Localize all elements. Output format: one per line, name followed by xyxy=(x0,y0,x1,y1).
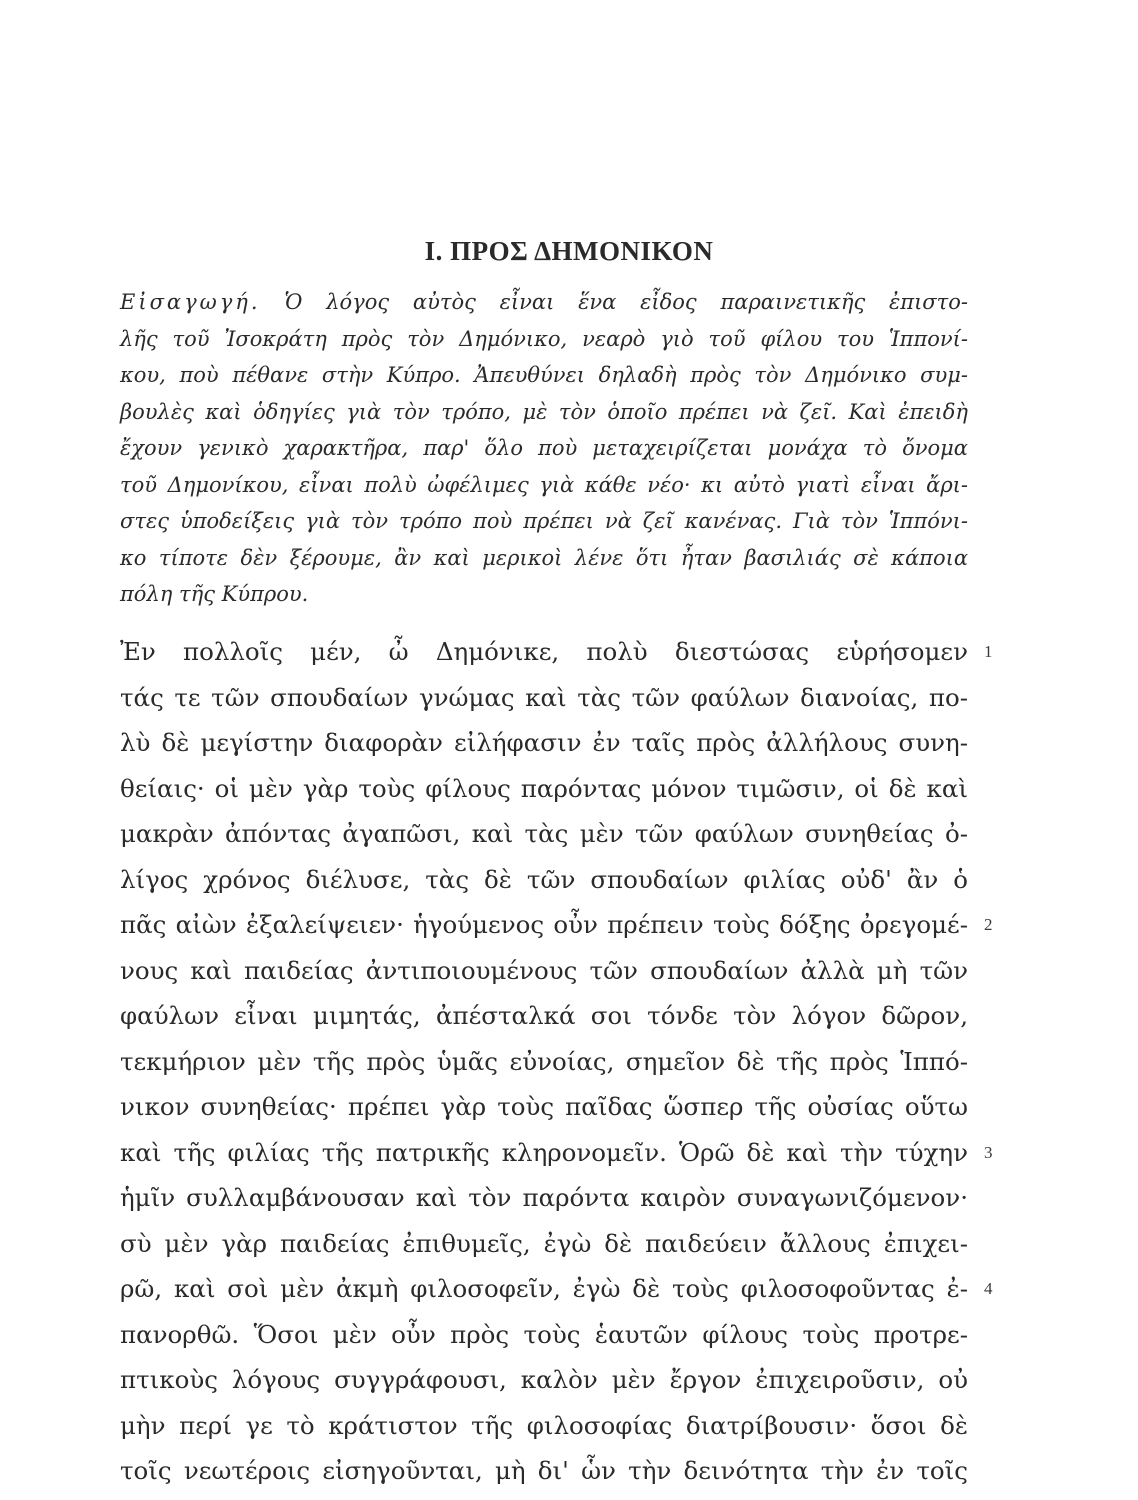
main-text-line-content: τεκμήριον μὲν τῆς πρὸς ὑμᾶς εὐνοίας, σημεῖον δὲ τῆς πρὸς Ἱππό- xyxy=(120,1046,968,1076)
intro-line: στες ὑποδείξεις γιὰ τὸν τρόπο ποὺ πρέπει νὰ ζεῖ κανένας. Γιὰ τὸν Ἱππόνι- xyxy=(120,509,968,533)
main-text-line-content: Ἐν πολλοῖς μέν, ὦ Δημόνικε, πολὺ διεστώσας εὑρήσομεν xyxy=(120,637,968,666)
main-text-line-content: πτικοὺς λόγους συγγράφουσι, καλὸν μὲν ἔργον ἐπιχειροῦσιν, οὐ xyxy=(120,1365,968,1394)
main-text-line xyxy=(120,1403,968,1449)
main-text-line xyxy=(120,675,968,721)
intro-line-text: Ὁ λόγος αὐτὸς εἶναι ἕνα εἶδος παραινετικῆς ἐπιστο- xyxy=(284,290,968,314)
intro-line: πόλη τῆς Κύπρου. xyxy=(120,582,309,606)
main-text-line-content: νικον συνηθείας· πρέπει γὰρ τοὺς παῖδας ὥσπερ τῆς οὐσίας οὕτω xyxy=(120,1092,968,1121)
main-text-line xyxy=(120,811,968,857)
intro-line: ἔχουν γενικὸ χαρακτῆρα, παρ' ὅλο ποὺ μεταχειρίζεται μονάχα τὸ ὄνομα xyxy=(120,436,968,460)
main-text-line-content: λὺ δὲ μεγίστην διαφορὰν εἰλήφασιν ἐν ταῖς πρὸς ἀλλήλους συνη- xyxy=(120,728,968,757)
main-text-line-content: τάς τε τῶν σπουδαίων γνώμας καὶ τὰς τῶν φαύλων διανοίας, πο- xyxy=(120,682,968,712)
intro-line: κου, ποὺ πέθανε στὴν Κύπρο. Ἀπευθύνει δηλαδὴ πρὸς τὸν Δημόνικο συμ- xyxy=(120,363,968,387)
main-text-line xyxy=(120,902,993,948)
main-text-line xyxy=(120,948,968,994)
main-text-line-content: τοῖς νεωτέροις εἰσηγοῦνται, μὴ δι' ὧν τὴν δεινότητα τὴν ἐν τοῖς xyxy=(120,1456,968,1485)
main-text-line-content: ρῶ, καὶ σοὶ μὲν ἀκμὴ φιλοσοφεῖν, ἐγὼ δὲ τοὺς φιλοσοφοῦντας ἐ- xyxy=(120,1274,968,1303)
main-text-line xyxy=(120,1130,993,1176)
main-text-line-content: καὶ τῆς φιλίας τῆς πατρικῆς κληρονομεῖν. Ὁρῶ δὲ καὶ τὴν τύχην xyxy=(120,1137,968,1167)
main-text-line-content: λίγος χρόνος διέλυσε, τὰς δὲ τῶν σπουδαίων φιλίας οὐδ' ἂν ὁ xyxy=(120,864,968,894)
main-text-line xyxy=(120,720,968,766)
main-text-line xyxy=(120,993,968,1039)
intro-line: τοῦ Δημονίκου, εἶναι πολὺ ὠφέλιμες γιὰ κάθε νέο· κι αὐτὸ γιατὶ εἶναι ἄρι- xyxy=(120,472,968,497)
intro-line: λῆς τοῦ Ἰσοκράτη πρὸς τὸν Δημόνικο, νεαρὸ γιὸ τοῦ φίλου του Ἱππονί- xyxy=(120,326,968,351)
main-text-line xyxy=(120,1221,968,1267)
section-number: 3 xyxy=(984,1142,993,1162)
introduction xyxy=(120,284,968,613)
main-text-line xyxy=(120,1084,968,1130)
main-text-line xyxy=(120,1357,968,1403)
intro-label: Εἰσαγωγή. xyxy=(120,290,261,314)
main-text-line xyxy=(120,766,968,812)
main-text-line-content: πᾶς αἰὼν ἐξαλείψειεν· ἡγούμενος οὖν πρέπειν τοὺς δόξης ὀρεγομέ- xyxy=(120,910,968,939)
main-text-line xyxy=(120,629,993,675)
main-text-line xyxy=(120,1312,968,1358)
main-text-line xyxy=(120,1175,968,1221)
main-text-line-content: νους καὶ παιδείας ἀντιποιουμένους τῶν σπουδαίων ἀλλὰ μὴ τῶν xyxy=(120,955,968,985)
main-text-line-content: μὴν περί γε τὸ κράτιστον τῆς φιλοσοφίας διατρίβουσιν· ὅσοι δὲ xyxy=(120,1410,968,1440)
main-text-line xyxy=(120,857,968,903)
main-text-line xyxy=(120,1039,968,1085)
main-text-line-content: μακρὰν ἀπόντας ἀγαπῶσι, καὶ τὰς μὲν τῶν φαύλων συνηθείας ὀ- xyxy=(120,819,968,848)
main-text-line-content: πανορθῶ. Ὅσοι μὲν οὖν πρὸς τοὺς ἑαυτῶν φίλους τοὺς προτρε- xyxy=(120,1319,968,1349)
intro-line: βουλὲς καὶ ὁδηγίες γιὰ τὸν τρόπο, μὲ τὸν ὁποῖο πρέπει νὰ ζεῖ. Καὶ ἐπειδὴ xyxy=(120,399,968,424)
main-text-line xyxy=(120,1448,968,1494)
page-title: I. ΠΡΟΣ ΔΗΜΟΝΙΚΟΝ xyxy=(424,236,714,266)
main-text-line xyxy=(120,1266,993,1312)
section-number: 4 xyxy=(984,1279,993,1298)
main-text-line-content: σὺ μὲν γὰρ παιδείας ἐπιθυμεῖς, ἐγὼ δὲ παιδεύειν ἄλλους ἐπιχει- xyxy=(120,1228,968,1258)
intro-line: κο τίποτε δὲν ξέρουμε, ἂν καὶ μερικοὶ λένε ὅτι ἦταν βασιλιάς σὲ κάποια xyxy=(120,545,968,570)
section-number: 2 xyxy=(984,915,993,934)
main-text xyxy=(120,629,993,1494)
section-number: 1 xyxy=(984,642,993,661)
main-text-line-content: φαύλων εἶναι μιμητάς, ἀπέσταλκά σοι τόνδε τὸν λόγον δῶρον, xyxy=(120,1001,968,1030)
main-text-line-content: θείαις· οἱ μὲν γὰρ τοὺς φίλους παρόντας μόνον τιμῶσιν, οἱ δὲ καὶ xyxy=(120,773,968,803)
intro-line xyxy=(120,284,968,321)
main-text-line-content: ἡμῖν συλλαμβάνουσαν καὶ τὸν παρόντα καιρὸν συναγωνιζόμενον· xyxy=(120,1183,968,1212)
